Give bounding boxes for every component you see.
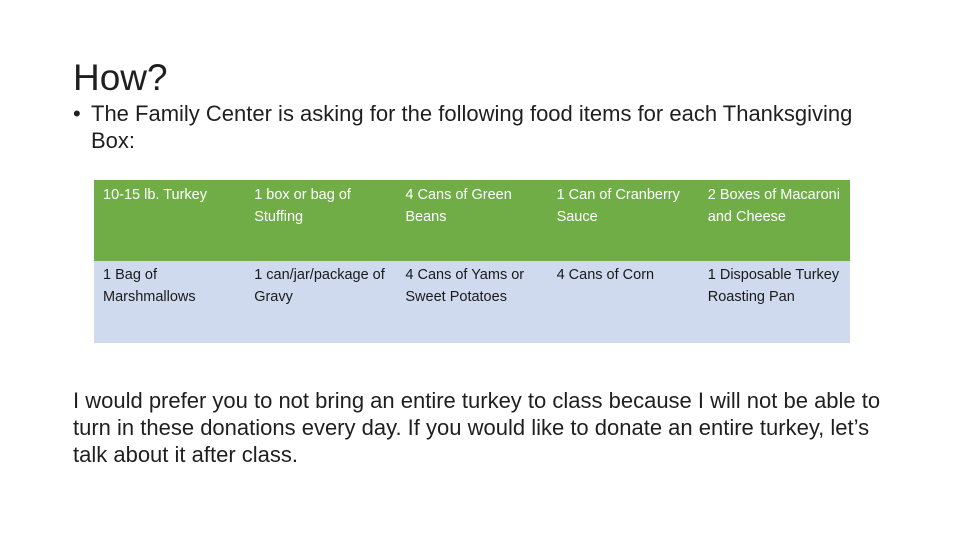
table-cell: 1 Bag of Marshmallows [94,261,245,343]
table-cell: 4 Cans of Green Beans [396,180,547,261]
table-row [94,261,850,343]
closing-paragraph: I would prefer you to not bring an entire turkey to class because I will not be able to turn in these donations every day. If you would like to donate an entire turkey, let’s talk about it after class. [73,388,881,467]
intro-bullet [73,100,853,154]
intro-text: The Family Center is asking for the following food items for each Thanksgiving Box: [91,101,853,153]
table-cell: 4 Cans of Corn [548,261,699,343]
table-cell: 10-15 lb. Turkey [94,180,245,261]
food-items-table [94,180,850,343]
table-cell: 1 can/jar/package of Gravy [245,261,396,343]
table-cell: 1 Can of Cranberry Sauce [548,180,699,261]
table-cell: 2 Boxes of Macaroni and Cheese [699,180,850,261]
table-cell: 1 Disposable Turkey Roasting Pan [699,261,850,343]
table-cell: 1 box or bag of Stuffing [245,180,396,261]
slide-title: How? [73,57,168,98]
bullet-glyph: • [73,101,81,126]
table-cell: 4 Cans of Yams or Sweet Potatoes [396,261,547,343]
table-row [94,180,850,261]
